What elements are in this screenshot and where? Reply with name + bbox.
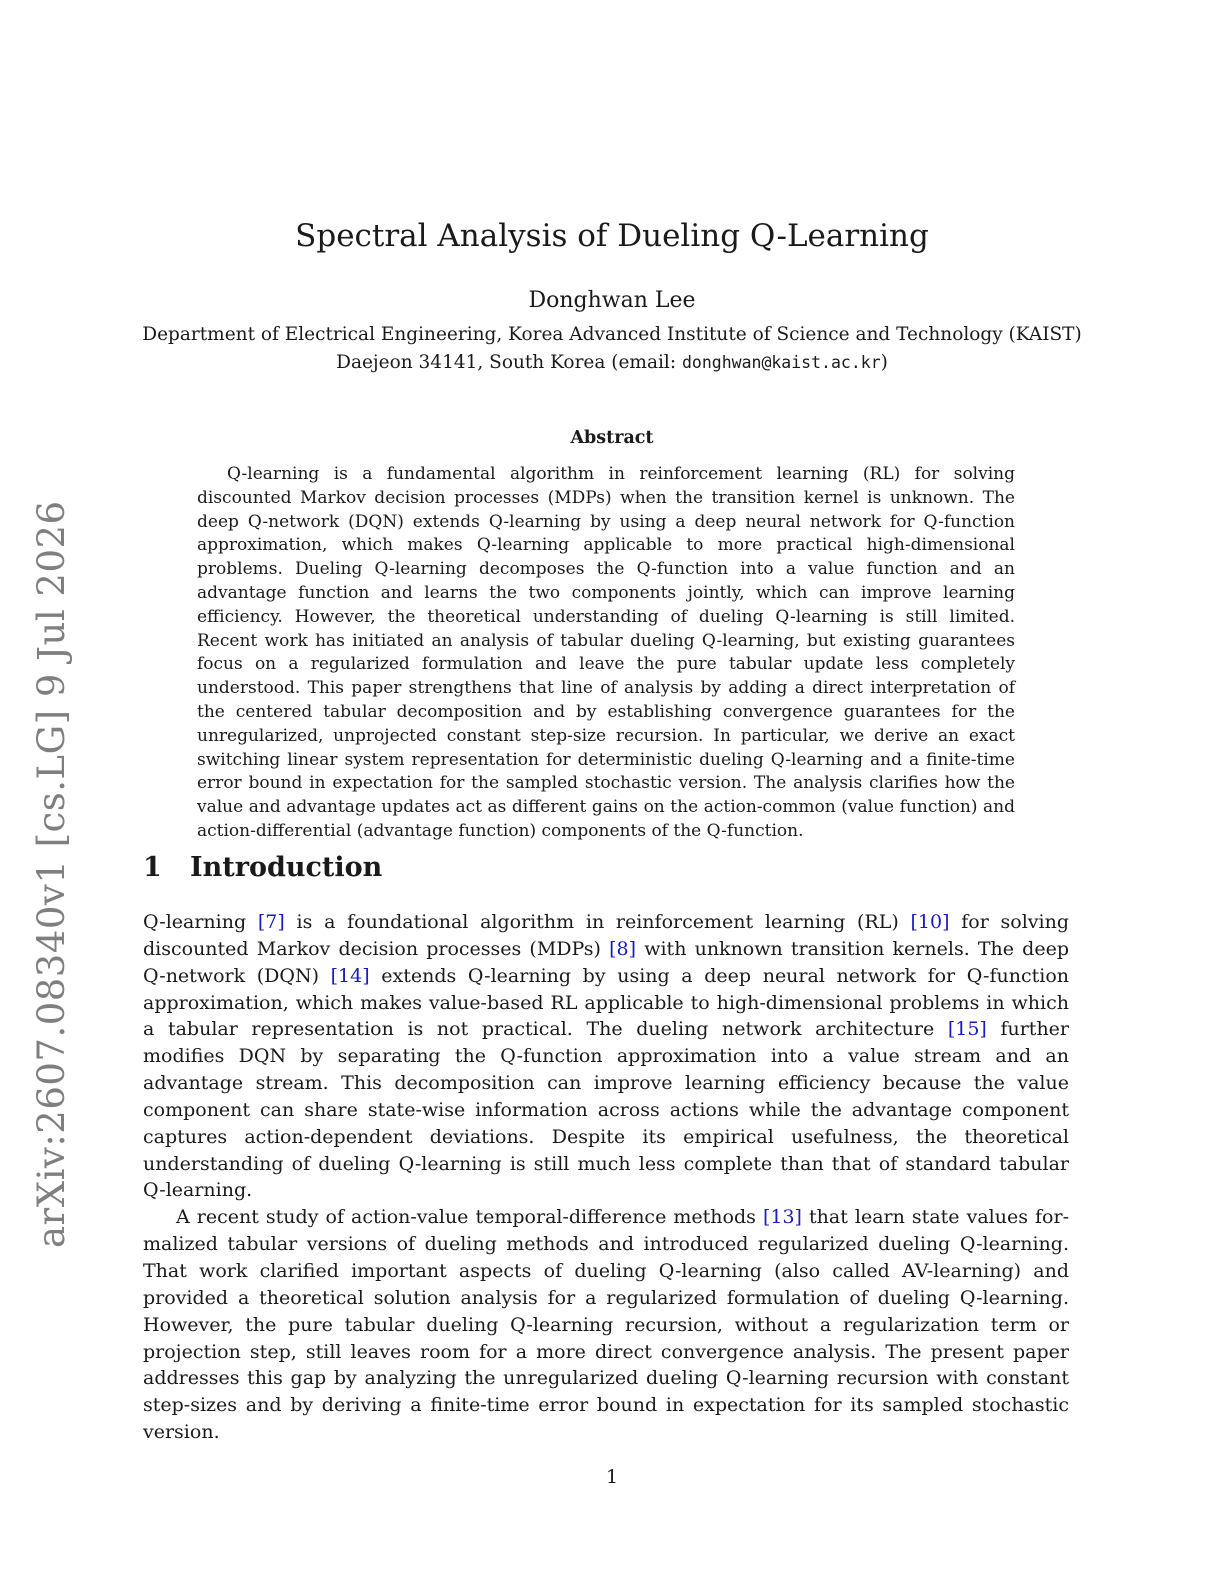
citation-link[interactable]: [14]	[330, 964, 370, 987]
intro-text: with unknown transition kernels. The deep Q-network (DQN)	[143, 937, 1069, 987]
intro-paragraph-1	[143, 909, 1069, 1204]
citation-link[interactable]: [7]	[257, 911, 285, 933]
intro-text: further modifies DQN by separating the Q-function approximation into a value stream and an advantage stream. This decomposition can improve learning efficiency because the value component can share state-wise information across actions while the advantage component captures action-dependent deviations. Despite its empirical usefulness, the theoretical understanding of dueling Q-learning is still much less complete than that of standard tabular Q-learning.	[143, 1018, 1070, 1202]
citation-link[interactable]: [13]	[762, 1206, 802, 1229]
affiliation-address	[0, 349, 1224, 377]
intro-text: that learn state values formalized tabular versions of dueling methods and introduced regularized dueling Q-learning. That work clarified important aspects of dueling Q-learning (also called AV-learning) and provided a theoretical solution analysis for a regularized formulation of dueling Q-learning. However, the pure tabular dueling Q-learning recursion, without a regularization term or projection step, still leaves room for a more direct convergence analysis. The present paper addresses this gap by analyzing the unregularized dueling Q-learning recursion with constant step-sizes and by deriving a finite-time error bound in expectation for its sampled stochastic version.	[143, 1206, 1069, 1444]
abstract-heading: Abstract	[570, 428, 654, 448]
section-heading-introduction	[143, 852, 382, 883]
author-name: Donghwan Lee	[528, 288, 696, 313]
author-affiliation	[0, 321, 1224, 377]
intro-text: A recent study of action-value temporal-difference methods	[176, 1206, 763, 1229]
affiliation-department: Department of Electrical Engineering, Korea Advanced Institute of Science and Technology (KAIST)	[142, 324, 1082, 345]
intro-text: for solving discounted Markov decision processes (MDPs)	[143, 911, 1069, 960]
citation-link[interactable]: [8]	[609, 937, 637, 960]
arxiv-identifier-stamp: arXiv:2607.08340v1 [cs.LG] 9 Jul 2026	[30, 500, 73, 1248]
citation-link[interactable]: [15]	[947, 1018, 987, 1041]
introduction-body	[143, 909, 1069, 1446]
author-email: donghwan@kaist.ac.kr	[681, 353, 881, 372]
intro-text: is a foundational algorithm in reinforcement learning (RL)	[284, 911, 911, 933]
intro-text: Q-learning	[143, 911, 258, 933]
paper-title: Spectral Analysis of Dueling Q-Learning	[295, 218, 929, 254]
page-number: 1	[605, 1466, 619, 1488]
abstract-text: Q-learning is a fundamental algorithm in reinforcement learning (RL) for solving discounted Markov decision processes (MDPs) when the transition kernel is unknown. The deep Q-network (DQN) extends Q-learning by using a deep neural network for Q-function approximation, which makes Q-learning applicable to more practical high-dimensional problems. Dueling Q-learning decomposes the Q-function into a value function and an advantage function and learns the two components jointly, which can improve learning efficiency. However, the theoretical understanding of dueling Q-learning is still limited. Recent work has initiated an analysis of tabular dueling Q-learning, but existing guarantees focus on a regularized formulation and leave the pure tabular update less completely understood. This paper strengthens that line of analysis by adding a direct interpretation of the centered tabular decomposition and by establishing convergence guarantees for the unregularized, unprojected constant step-size recursion. In particular, we derive an exact switching linear system representation for deterministic dueling Q-learning and a finite-time error bound in expectation for the sampled stochastic version. The analysis clarifies how the value and advantage updates act as different gains on the action-common (value function) and action-differential (advantage function) components of the Q-function.	[197, 464, 1015, 841]
intro-paragraph-2	[143, 1204, 1069, 1446]
affiliation-address-suffix: )	[880, 352, 888, 373]
section-title: Introduction	[190, 852, 383, 883]
citation-link[interactable]: [10]	[910, 911, 950, 933]
intro-text: extends Q-learning by using a deep neural network for Q-function approximation, which makes value-based RL applicable to high-dimensional problems in which a tabular representation is not practical. The dueling network architecture	[143, 964, 1070, 1041]
affiliation-address-prefix: Daejeon 34141, South Korea (email:	[336, 352, 682, 373]
section-number: 1	[143, 852, 162, 883]
